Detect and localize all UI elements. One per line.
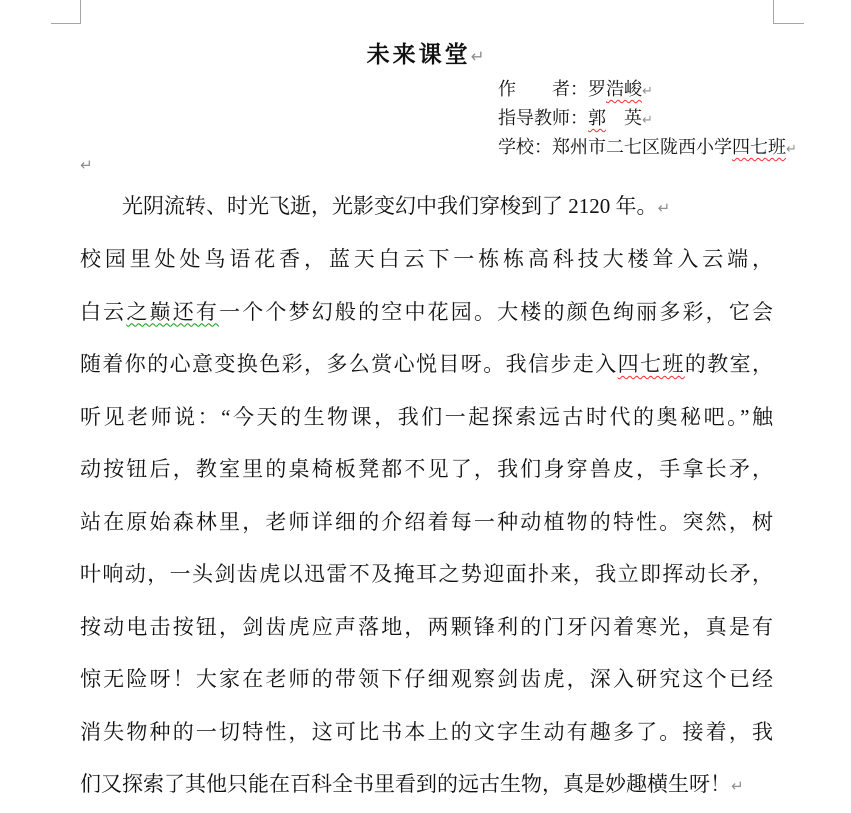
text-run: 随着你的心意变换色彩，多么赏心悦目呀。我信步走入 xyxy=(80,352,618,376)
byline-line[interactable] xyxy=(498,76,797,105)
body-text-line[interactable] xyxy=(80,338,773,391)
text-run: 白云 xyxy=(80,299,127,324)
empty-paragraph[interactable] xyxy=(80,150,93,179)
main-paragraph[interactable] xyxy=(80,233,773,813)
spellcheck-flagged-text: 浩峻 xyxy=(606,79,642,99)
text-run: 光阴流转、时光飞逝，光影变幻中我们穿梭到了 2120 年。 xyxy=(122,194,658,218)
text-boundary-mark-top-right xyxy=(773,0,774,23)
body-text-line[interactable] xyxy=(80,391,773,444)
body-text-line[interactable] xyxy=(80,548,773,601)
body-text-line[interactable] xyxy=(80,653,773,706)
text-run: 按动电击按钮，剑齿虎应声落地，两颗锋利的门牙闪着寒光，真是有 xyxy=(80,614,773,639)
text-run: 惊无险呀！大家在老师的带领下仔细观察剑齿虎，深入研究这个已经 xyxy=(80,667,773,691)
body-text-line[interactable] xyxy=(80,443,773,496)
text-run: 叶响动，一头剑齿虎以迅雷不及掩耳之势迎面扑来，我立即挥动长矛， xyxy=(80,562,773,586)
byline-block[interactable] xyxy=(498,76,797,163)
paragraph-mark-icon: ↵ xyxy=(731,777,744,795)
body-text-line[interactable] xyxy=(80,706,773,759)
text-run: 的教室， xyxy=(684,352,774,376)
paragraph-mark-icon: ↵ xyxy=(80,156,93,174)
paragraph-mark-icon: ↵ xyxy=(657,199,671,217)
opening-paragraph[interactable] xyxy=(80,180,773,235)
text-run: 一个个梦幻般的空中花园。大楼的颜色绚丽多彩，它会 xyxy=(219,299,774,324)
body-text-line[interactable] xyxy=(80,286,773,339)
byline-line[interactable] xyxy=(498,134,797,163)
spellcheck-flagged-text: 四七班 xyxy=(732,137,786,157)
body-text-line[interactable] xyxy=(80,601,773,654)
paragraph-mark-icon: ↵ xyxy=(642,113,653,128)
title-text: 未来课堂 xyxy=(366,42,471,67)
text-run: 学校：郑州市二七区陇西小学 xyxy=(498,137,732,157)
spellcheck-flagged-text: 四七班 xyxy=(617,352,685,376)
paragraph-mark-icon: ↵ xyxy=(786,142,797,157)
text-run: 指导教师： xyxy=(498,108,588,128)
text-run: 动按钮后，教室里的桌椅板凳都不见了，我们身穿兽皮，手拿长矛， xyxy=(80,457,773,481)
text-run: 作 者：罗 xyxy=(498,79,606,99)
body-text-line[interactable] xyxy=(80,758,773,813)
text-run: 站在原始森林里，老师详细的介绍着每一种动植物的特性。突然，树 xyxy=(80,509,773,534)
text-run: 们又探索了其他只能在百科全书里看到的远古生物，真是妙趣横生呀！ xyxy=(80,772,731,796)
paragraph-mark-icon: ↵ xyxy=(470,47,485,66)
body-text-line[interactable] xyxy=(80,496,773,549)
spellcheck-flagged-text: 郭 xyxy=(588,108,606,128)
paragraph-mark-icon: ↵ xyxy=(642,84,653,99)
text-run: 英 xyxy=(606,108,642,128)
byline-line[interactable] xyxy=(498,105,797,134)
text-run: 校园里处处鸟语花香，蓝天白云下一栋栋高科技大楼耸入云端， xyxy=(80,247,773,271)
text-boundary-mark-top-left xyxy=(80,0,81,23)
grammarcheck-flagged-text: 之巅还有 xyxy=(126,299,220,324)
text-run: 听见老师说：“今天的生物课，我们一起探索远古时代的奥秘吧。”触 xyxy=(80,404,773,429)
text-boundary-mark-top-left xyxy=(51,23,81,24)
document-title[interactable] xyxy=(0,36,851,69)
text-run: 消失物种的一切特性，这可比书本上的文字生动有趣多了。接着，我 xyxy=(80,719,773,744)
body-text-line[interactable] xyxy=(80,233,773,286)
text-boundary-mark-top-right xyxy=(773,23,804,24)
